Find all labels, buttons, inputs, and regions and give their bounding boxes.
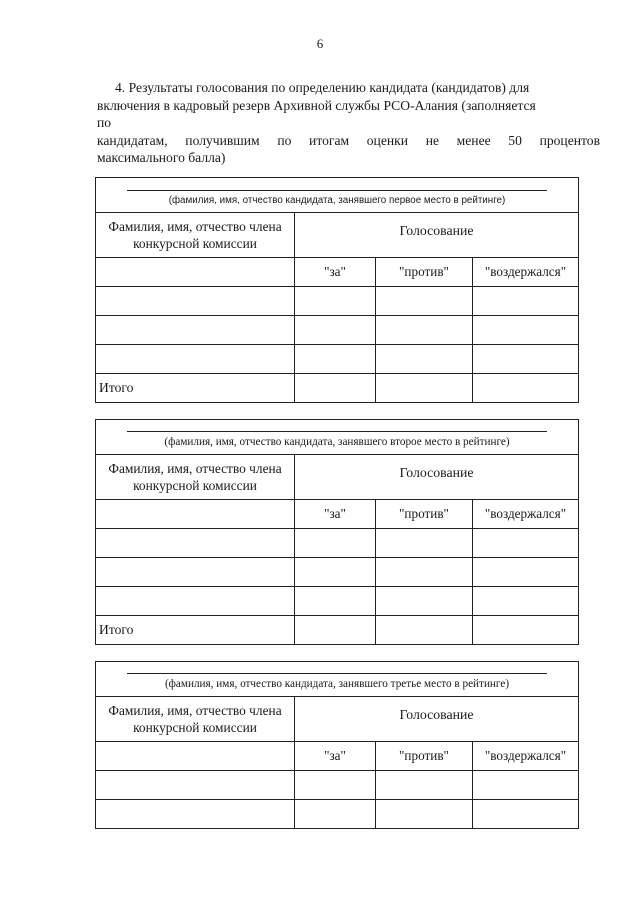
member-column-header: Фамилия, имя, отчество члена конкурсной комиссии: [96, 697, 295, 742]
candidate-name-cell[interactable]: [96, 178, 579, 213]
vote-against-cell[interactable]: [376, 529, 473, 558]
candidate-caption: (фамилия, имя, отчество кандидата, занявшего первое место в рейтинге): [168, 195, 506, 206]
vote-against-cell[interactable]: [376, 558, 473, 587]
table-row: [96, 316, 579, 345]
vote-for-cell[interactable]: [295, 558, 376, 587]
vote-abstain-cell[interactable]: [473, 345, 579, 374]
vote-against-cell[interactable]: [376, 587, 473, 616]
vote-abstain-header: "воздержался": [473, 742, 579, 771]
voting-table-third-place: [95, 661, 579, 829]
intro-line-2: включения в кадровый резерв Архивной службы РСО-Алания (заполняется: [97, 97, 536, 113]
member-name-cell[interactable]: [96, 287, 295, 316]
table-row: [96, 800, 579, 829]
table-row: [96, 771, 579, 800]
vote-for-cell[interactable]: [295, 316, 376, 345]
candidate-name-cell[interactable]: [96, 420, 579, 455]
member-name-cell[interactable]: [96, 587, 295, 616]
vote-for-cell[interactable]: [295, 287, 376, 316]
member-name-cell[interactable]: [96, 345, 295, 374]
vote-for-cell[interactable]: [295, 529, 376, 558]
total-label: Итого: [96, 616, 295, 645]
member-name-cell[interactable]: [96, 316, 295, 345]
section-4-intro: [97, 79, 600, 167]
total-row: [96, 374, 579, 403]
vote-abstain-cell[interactable]: [473, 287, 579, 316]
member-name-cell[interactable]: [96, 742, 295, 771]
member-name-cell[interactable]: [96, 529, 295, 558]
vote-for-cell[interactable]: [295, 345, 376, 374]
total-for-cell[interactable]: [295, 374, 376, 403]
intro-line-1: 4. Результаты голосования по определению кандидата (кандидатов) для: [115, 80, 530, 95]
voting-table-first-place: [95, 177, 579, 403]
member-name-cell[interactable]: [96, 558, 295, 587]
vote-for-header: "за": [295, 258, 376, 287]
vote-abstain-header: "воздержался": [473, 500, 579, 529]
page-number: 6: [316, 36, 324, 51]
vote-against-cell[interactable]: [376, 287, 473, 316]
vote-for-cell[interactable]: [295, 771, 376, 800]
vote-for-cell[interactable]: [295, 587, 376, 616]
total-row: [96, 616, 579, 645]
total-against-cell[interactable]: [376, 374, 473, 403]
voting-header: Голосование: [295, 455, 579, 500]
vote-against-cell[interactable]: [376, 316, 473, 345]
vote-abstain-cell[interactable]: [473, 800, 579, 829]
voting-header: Голосование: [295, 213, 579, 258]
vote-against-header: "против": [376, 500, 473, 529]
member-name-cell[interactable]: [96, 500, 295, 529]
candidate-caption: (фамилия, имя, отчество кандидата, занявшего третье место в рейтинге): [164, 678, 510, 690]
intro-line-3: по: [97, 115, 112, 130]
table-row: [96, 558, 579, 587]
table-row: [96, 587, 579, 616]
vote-abstain-cell[interactable]: [473, 771, 579, 800]
intro-line-5: максимального балла): [97, 150, 226, 165]
vote-for-header: "за": [295, 742, 376, 771]
voting-header: Голосование: [295, 697, 579, 742]
vote-for-header: "за": [295, 500, 376, 529]
vote-abstain-header: "воздержался": [473, 258, 579, 287]
total-against-cell[interactable]: [376, 616, 473, 645]
total-abstain-cell[interactable]: [473, 616, 579, 645]
vote-abstain-cell[interactable]: [473, 587, 579, 616]
total-abstain-cell[interactable]: [473, 374, 579, 403]
vote-against-cell[interactable]: [376, 800, 473, 829]
vote-against-header: "против": [376, 258, 473, 287]
candidate-name-cell[interactable]: [96, 662, 579, 697]
table-row: [96, 345, 579, 374]
member-name-cell[interactable]: [96, 800, 295, 829]
vote-abstain-cell[interactable]: [473, 316, 579, 345]
vote-against-header: "против": [376, 742, 473, 771]
intro-line-4: кандидатам, получившим по итогам оценки не менее 50 процентов: [97, 132, 600, 148]
member-name-cell[interactable]: [96, 258, 295, 287]
table-row: [96, 529, 579, 558]
voting-table-second-place: [95, 419, 579, 645]
member-name-cell[interactable]: [96, 771, 295, 800]
member-column-header: Фамилия, имя, отчество члена конкурсной комиссии: [96, 213, 295, 258]
vote-for-cell[interactable]: [295, 800, 376, 829]
vote-against-cell[interactable]: [376, 771, 473, 800]
member-column-header: Фамилия, имя, отчество члена конкурсной комиссии: [96, 455, 295, 500]
table-row: [96, 287, 579, 316]
candidate-caption: (фамилия, имя, отчество кандидата, занявшего второе место в рейтинге): [164, 436, 510, 448]
total-label: Итого: [96, 374, 295, 403]
vote-abstain-cell[interactable]: [473, 558, 579, 587]
vote-abstain-cell[interactable]: [473, 529, 579, 558]
total-for-cell[interactable]: [295, 616, 376, 645]
vote-against-cell[interactable]: [376, 345, 473, 374]
